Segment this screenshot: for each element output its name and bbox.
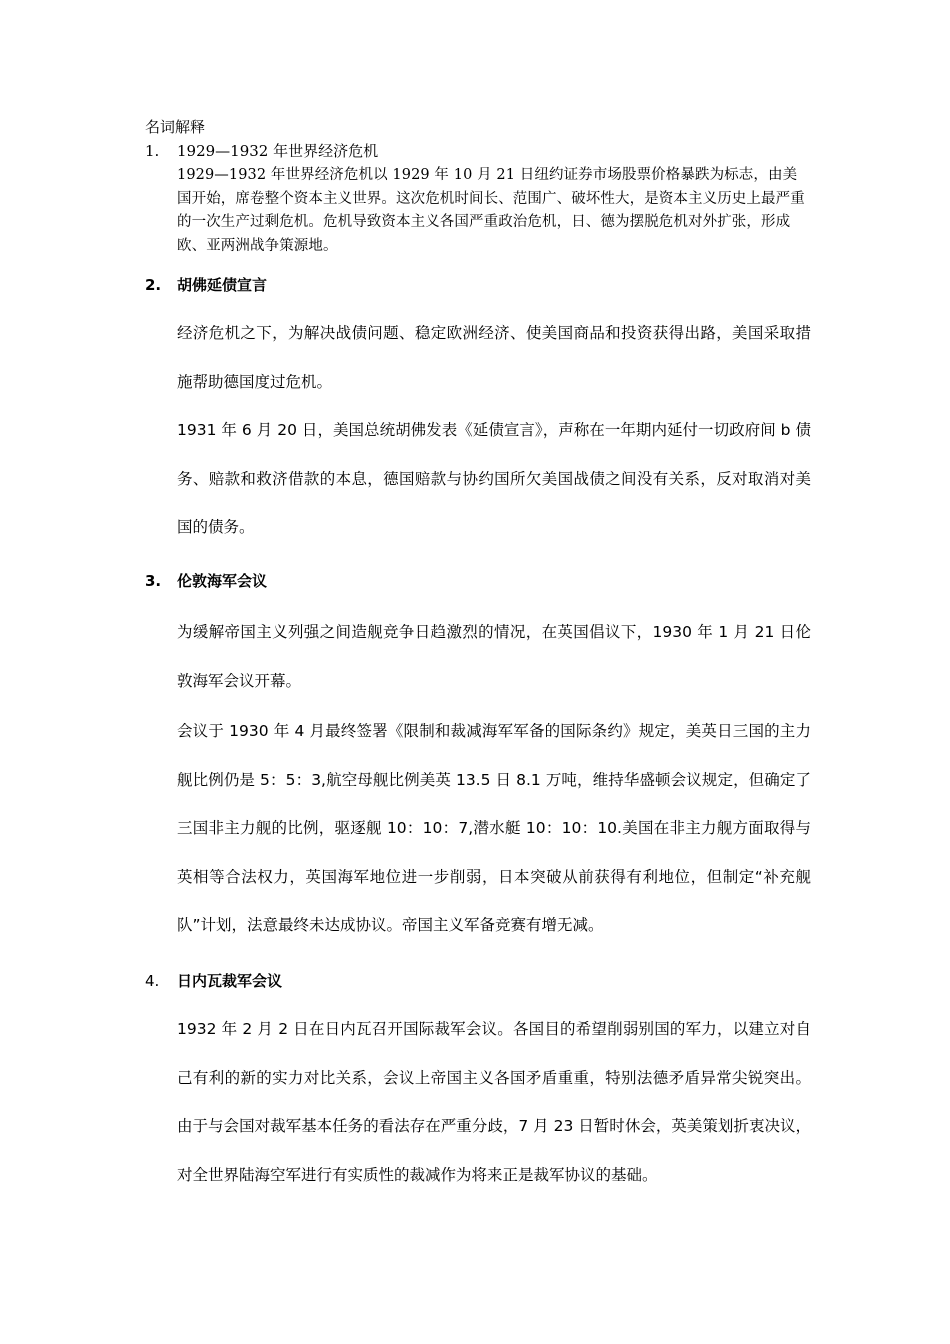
term-3-paragraph: 为缓解帝国主义列强之间造舰竞争日趋激烈的情况，在英国倡议下，1930 年 1 月 21 日伦敦海军会议开幕。 — [177, 623, 811, 690]
section-heading: 名词解释 — [145, 118, 206, 136]
term-3-number: 3. — [145, 572, 162, 590]
term-2-title: 胡佛延债宣言 — [177, 276, 268, 294]
term-1-body: 1929—1932 年世界经济危机以 1929 年 10 月 21 日纽约证券市场股票价格暴跌为标志，由美国开始，席卷整个资本主义世界。这次危机时间长、范围广、破坏性大，是资本主义历史上最严重的一次生产过剩危机。危机导致资本主义各国严重政治危机，日、德为摆脱危机对外扩张，形成欧、亚两洲战争策源地。 — [177, 167, 805, 254]
term-1-title: 1929—1932 年世界经济危机 — [177, 142, 379, 160]
term-3-paragraph: 会议于 1930 年 4 月最终签署《限制和裁减海军军备的国际条约》规定，美英日三国的主力舰比例仍是 5：5：3,航空母舰比例美英 13.5 日 8.1 万吨，维持华盛顿会议规定，但确定了三国非主力舰的比例，驱逐舰 10：10：7,潜水艇 10：10：10.美国在非主力舰方面取得与英相等合法权力，英国海军地位进一步削弱，日本突破从前获得有利地位，但制定“补充舰队”计划，法意最终未达成协议。帝国主义军备竞赛有增无减。 — [177, 722, 811, 934]
term-1-number: 1. — [145, 142, 160, 160]
term-3-heading — [145, 570, 845, 592]
term-4-number: 4. — [145, 972, 160, 990]
term-2-paragraph: 1931 年 6 月 20 日，美国总统胡佛发表《延债宣言》，声称在一年期内延付一切政府间 b 债务、赔款和救济借款的本息，德国赔款与协约国所欠美国战债之间没有关系，反对取消对美国的债务。 — [177, 421, 811, 536]
term-2-heading — [145, 274, 845, 296]
term-2-number: 2. — [145, 276, 162, 294]
term-4-heading — [145, 970, 845, 992]
term-3-title: 伦敦海军会议 — [177, 572, 268, 590]
term-2-paragraph: 经济危机之下，为解决战债问题、稳定欧洲经济、使美国商品和投资获得出路，美国采取措施帮助德国度过危机。 — [177, 324, 811, 391]
term-1-heading — [145, 141, 845, 161]
term-4-paragraph: 1932 年 2 月 2 日在日内瓦召开国际裁军会议。各国目的希望削弱别国的军力，以建立对自己有利的新的实力对比关系，会议上帝国主义各国矛盾重重，特别法德矛盾异常尖锐突出。由于与会国对裁军基本任务的看法存在严重分歧，7 月 23 日暂时休会，英美策划折衷决议，对全世界陆海空军进行有实质性的裁减作为将来正是裁军协议的基础。 — [177, 1020, 811, 1184]
term-4-title: 日内瓦裁军会议 — [177, 972, 283, 990]
